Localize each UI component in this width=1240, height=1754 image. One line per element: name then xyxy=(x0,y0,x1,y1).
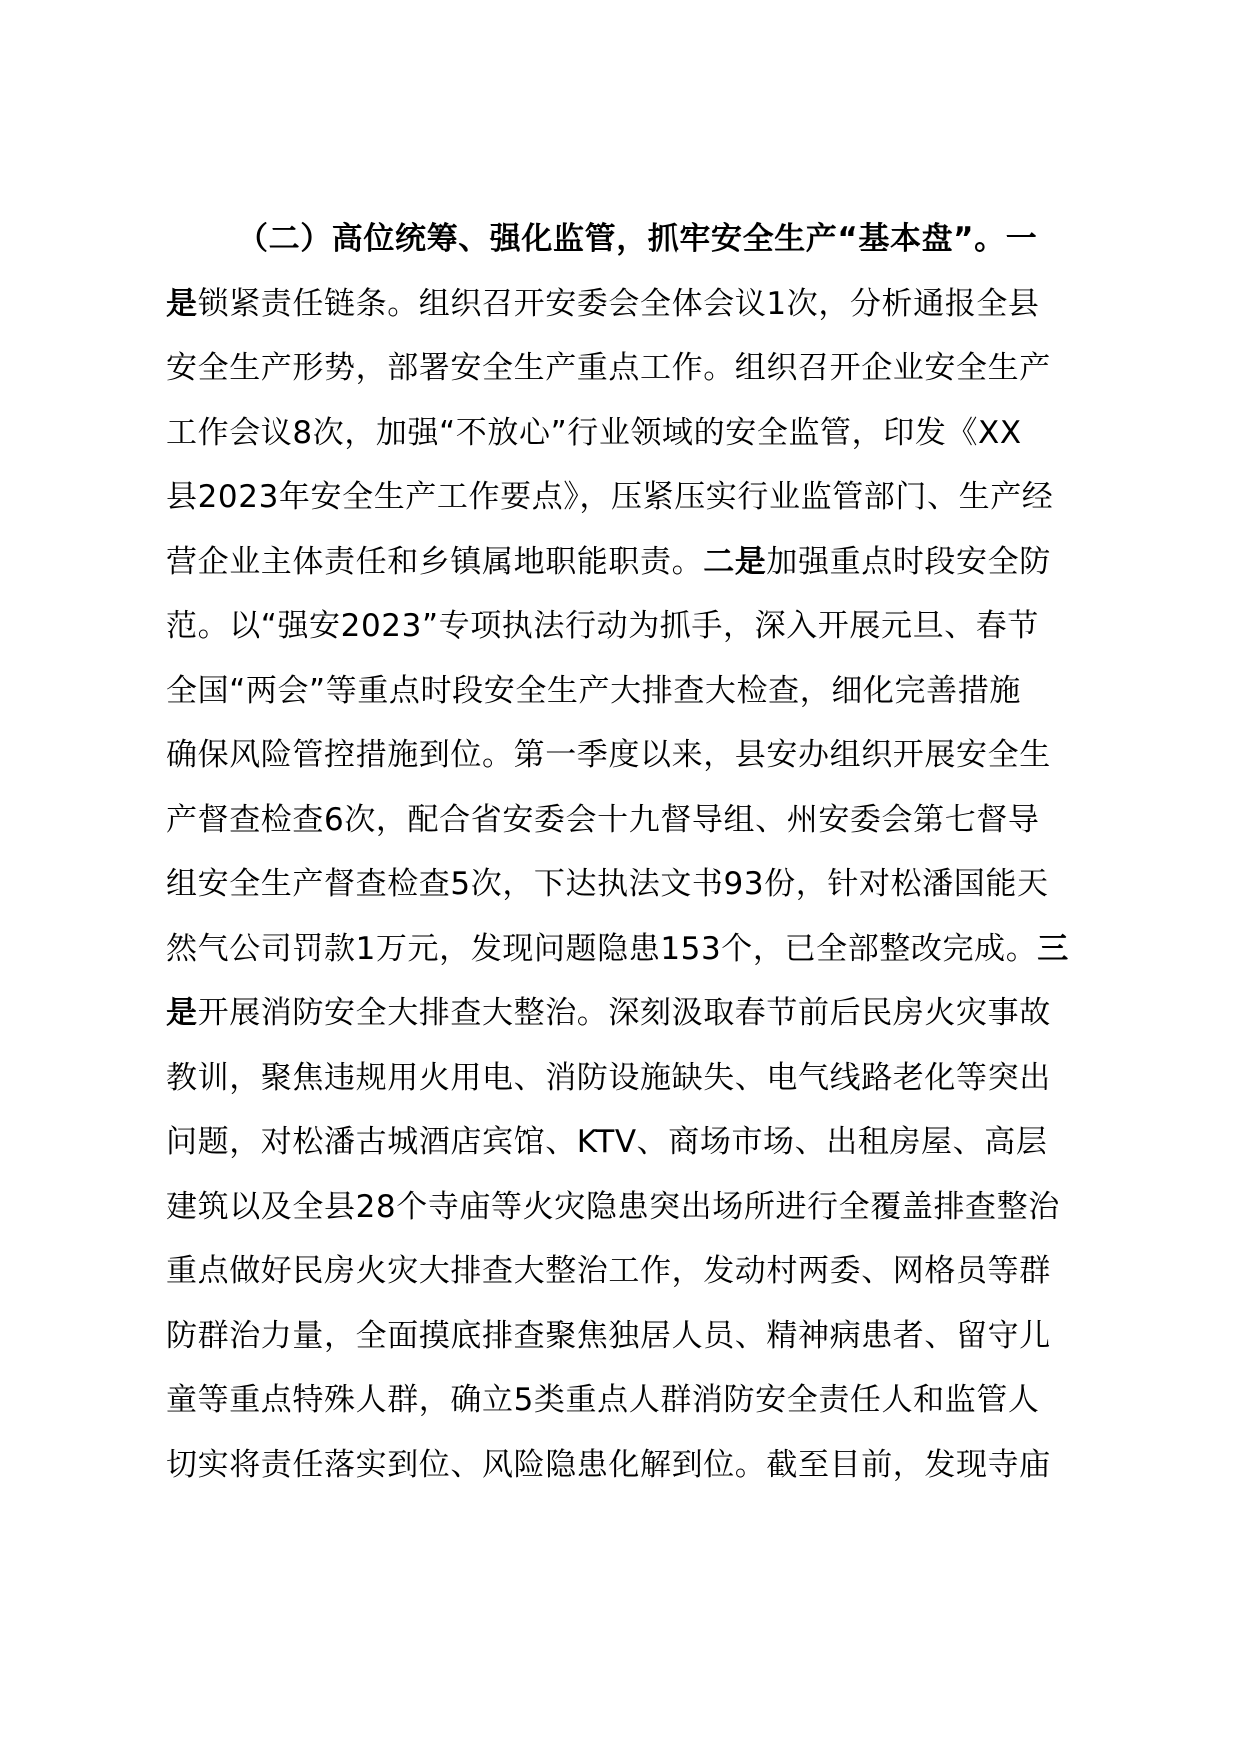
text-segment: 全国“两会”等重点时段安全生产大排查大检查，细化完善措施 xyxy=(166,672,1021,709)
text-segment: 建筑以及全县28个寺庙等火灾隐患突出场所进行全覆盖排查整治 xyxy=(166,1188,1060,1225)
text-segment: 开展消防安全大排查大整治。深刻汲取春节前后民房火灾事故 xyxy=(197,995,1051,1031)
text-segment: 组安全生产督查检查5次，下达执法文书93份，针对松潘国能天 xyxy=(166,866,1049,902)
text-line xyxy=(166,981,1126,1045)
text-line xyxy=(237,207,1197,271)
text-line xyxy=(166,594,1126,658)
text-segment: 营企业主体责任和乡镇属地职能职责。 xyxy=(166,543,704,580)
text-segment: 然气公司罚款1万元，发现问题隐患153个，已全部整改完成。 xyxy=(166,930,1038,967)
text-line xyxy=(166,1433,1126,1497)
text-line xyxy=(166,336,1126,400)
text-line xyxy=(166,465,1126,529)
text-line xyxy=(166,1304,1126,1368)
text-line xyxy=(166,1239,1126,1303)
text-segment: 教训，聚焦违规用火用电、消防设施缺失、电气线路老化等突出 xyxy=(166,1059,1051,1096)
text-segment: 产督查检查6次，配合省安委会十九督导组、州安委会第七督导 xyxy=(166,801,1040,838)
text-segment: 锁紧责任链条。组织召开安委会全体会议1次，分析通报全县 xyxy=(197,285,1040,322)
text-segment: 县2023年安全生产工作要点》，压紧压实行业监管部门、生产经 xyxy=(166,479,1054,515)
text-line xyxy=(166,272,1126,336)
text-line xyxy=(166,1175,1126,1239)
bold-text-segment: 二是 xyxy=(703,543,767,580)
text-segment: 安全生产形势，部署安全生产重点工作。组织召开企业安全生产 xyxy=(166,350,1051,386)
text-line xyxy=(166,788,1126,852)
text-segment: 确保风险管控措施到位。第一季度以来，县安办组织开展安全生 xyxy=(166,737,1051,773)
text-segment: 问题，对松潘古城酒店宾馆、KTV、商场市场、出租房屋、高层 xyxy=(166,1124,1048,1160)
text-segment: 防群治力量，全面摸底排查聚焦独居人员、精神病患者、留守儿 xyxy=(166,1317,1051,1354)
text-segment: 童等重点特殊人群，确立5类重点人群消防安全责任人和监管人 xyxy=(166,1382,1040,1418)
bold-text-segment: 是 xyxy=(166,995,198,1031)
text-line xyxy=(166,723,1126,787)
bold-text-segment: 三 xyxy=(1037,930,1069,967)
text-line xyxy=(166,659,1126,723)
text-segment: 范。以“强安2023”专项执法行动为抓手，深入开展元旦、春节 xyxy=(166,608,1040,644)
bold-text-segment: （二）高位统筹、强化监管，抓牢安全生产“基本盘”。一 xyxy=(237,221,1038,257)
text-line xyxy=(166,401,1126,465)
text-segment: 切实将责任落实到位、风险隐患化解到位。截至目前，发现寺庙 xyxy=(166,1446,1051,1483)
text-line xyxy=(166,1368,1126,1432)
text-line xyxy=(166,1110,1126,1174)
text-line xyxy=(166,1046,1126,1110)
bold-text-segment: 是 xyxy=(166,285,198,322)
text-segment: 工作会议8次，加强“不放心”行业领域的安全监管，印发《XX xyxy=(166,414,1022,451)
text-line xyxy=(166,917,1126,981)
text-line xyxy=(166,852,1126,916)
text-segment: 重点做好民房火灾大排查大整治工作，发动村两委、网格员等群 xyxy=(166,1253,1051,1289)
text-segment: 加强重点时段安全防 xyxy=(766,543,1051,580)
text-line xyxy=(166,530,1126,594)
